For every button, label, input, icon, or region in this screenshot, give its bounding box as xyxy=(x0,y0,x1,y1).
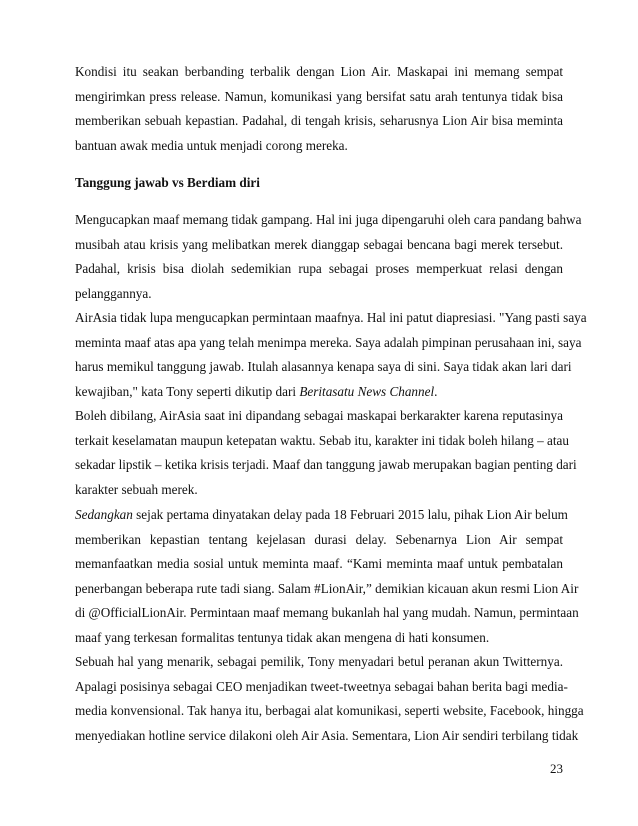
text-line: mengirimkan press release. Namun, komunikasi yang bersifat satu arah tentunya tidak bisa xyxy=(75,88,563,104)
section-heading: Tanggung jawab vs Berdiam diri xyxy=(75,175,260,190)
text-run-italic: Sedangkan xyxy=(75,507,133,522)
paragraph-4 xyxy=(75,404,577,502)
text-line: Padahal, krisis bisa diolah sedemikian rupa sebagai proses memperkuat relasi dengan xyxy=(75,261,563,277)
text-line: penerbangan beberapa rute tadi siang. Salam #LionAir,” demikian kicauan akun resmi Lion Air xyxy=(75,580,579,596)
paragraph-5 xyxy=(75,503,579,651)
paragraph-6 xyxy=(75,650,584,748)
paragraph-2 xyxy=(75,208,582,306)
text-run: kewajiban," kata Tony seperti dikutip dari xyxy=(75,383,300,399)
text-line: meminta maaf atas apa yang telah menimpa mereka. Saya adalah pimpinan perusahaan ini, saya xyxy=(75,334,582,350)
text-line xyxy=(75,380,563,405)
text-line: pelanggannya. xyxy=(75,285,152,301)
text-line: Kondisi itu seakan berbanding terbalik dengan Lion Air. Maskapai ini memang sempat xyxy=(75,64,563,79)
text-line: Sebuah hal yang menarik, sebagai pemilik, Tony menyadari betul peranan akun Twitternya. xyxy=(75,654,563,669)
text-line: memberikan sebuah kepastian. Padahal, di tengah krisis, seharusnya Lion Air bisa meminta xyxy=(75,113,563,129)
text-line: sekadar lipstik – ketika krisis terjadi. Maaf dan tanggung jawab merupakan bagian penting dari xyxy=(75,457,577,473)
text-line: memanfaatkan media sosial untuk meminta maaf. “Kami meminta maaf untuk pembatalan xyxy=(75,556,563,572)
text-line: di @OfficialLionAir. Permintaan maaf memang bukanlah hal yang mudah. Namun, permintaan xyxy=(75,605,579,621)
source-name: Beritasatu News Channel xyxy=(299,383,435,399)
text-line: maaf yang terkesan formalitas tentunya tidak akan mengena di hati konsumen. xyxy=(75,629,490,645)
paragraph-1 xyxy=(75,60,563,158)
page-number: 23 xyxy=(550,761,563,776)
text-line: harus memikul tanggung jawab. Itulah alasannya kenapa saya di sini. Saya tidak akan lari dari xyxy=(75,359,572,375)
text-line xyxy=(75,503,568,528)
text-run: sejak pertama dinyatakan delay pada 18 Februari 2015 lalu, pihak Lion Air belum xyxy=(132,507,568,522)
text-line: terkait keselamatan maupun ketepatan waktu. Sebab itu, karakter ini tidak boleh hilang – atau xyxy=(75,432,569,448)
text-line: Boleh dibilang, AirAsia saat ini dipandang sebagai maskapai berkarakter karena reputasinya xyxy=(75,408,563,423)
text-line: karakter sebuah merek. xyxy=(75,481,198,497)
text-run: . xyxy=(434,383,438,399)
text-line: musibah atau krisis yang melibatkan merek dianggap sebagai bencana bagi merek tersebut. xyxy=(75,236,563,252)
text-line: bantuan awak media untuk menjadi corong mereka. xyxy=(75,137,348,153)
text-line: Mengucapkan maaf memang tidak gampang. Hal ini juga dipengaruhi oleh cara pandang bahwa xyxy=(75,212,582,227)
section-heading-block xyxy=(75,171,563,196)
text-line: memberikan kepastian tentang kejelasan durasi delay. Sebenarnya Lion Air sempat xyxy=(75,531,563,547)
text-line: media konvensional. Tak hanya itu, berbagai alat komunikasi, seperti website, Facebook, hingga xyxy=(75,703,584,719)
text-line: menyediakan hotline service dilakoni oleh Air Asia. Sementara, Lion Air sendiri terbilang tidak xyxy=(75,727,579,743)
text-line: Apalagi posisinya sebagai CEO menjadikan tweet-tweetnya sebagai bahan berita bagi media- xyxy=(75,678,568,694)
paragraph-3 xyxy=(75,306,587,404)
text-line: AirAsia tidak lupa mengucapkan permintaan maafnya. Hal ini patut diapresiasi. "Yang pasti saya xyxy=(75,310,587,325)
